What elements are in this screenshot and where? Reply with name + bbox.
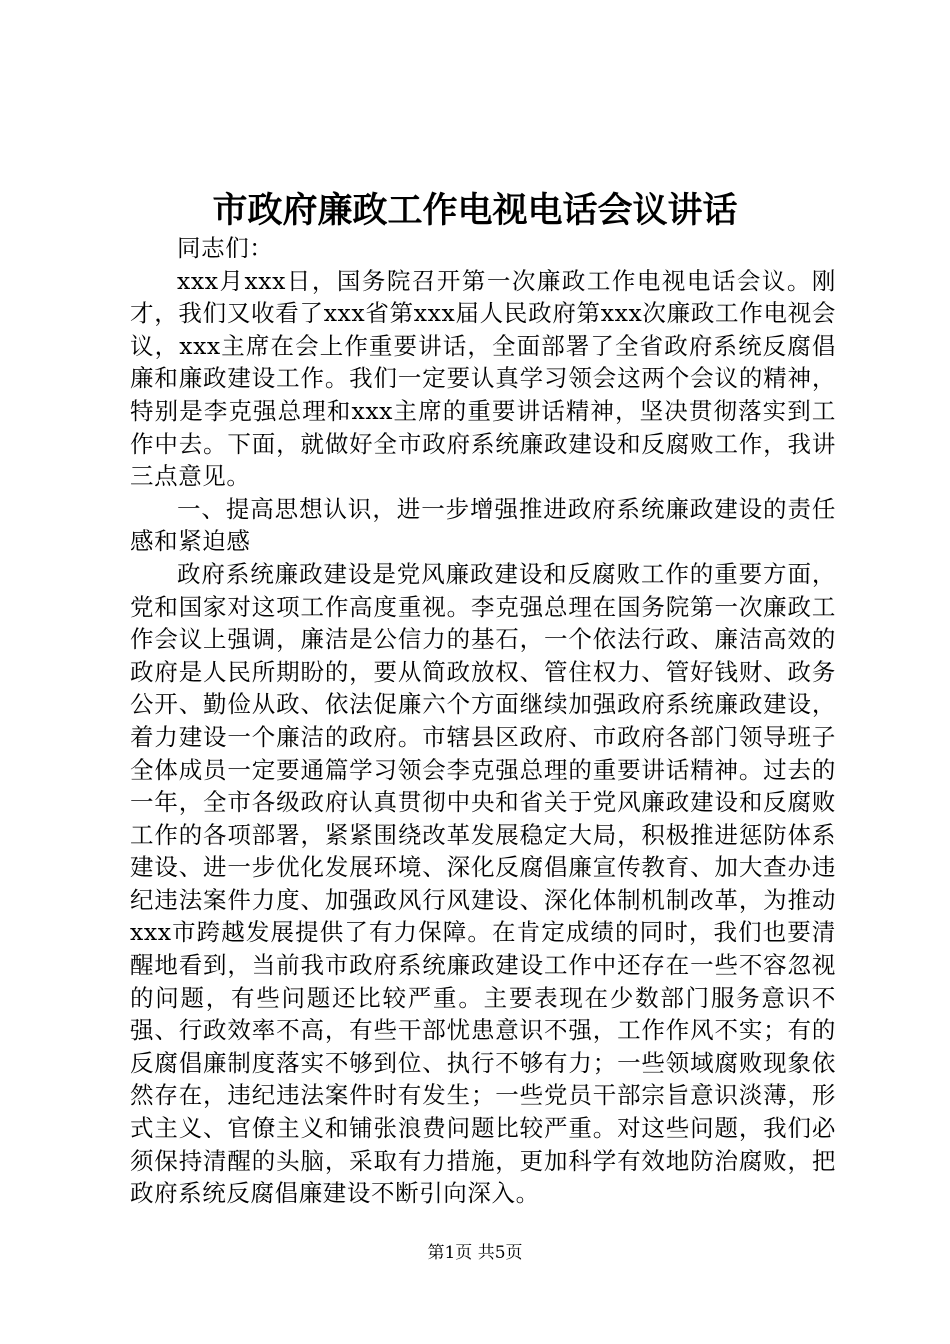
paragraph-section-1: 政府系统廉政建设是党风廉政建设和反腐败工作的重要方面，党和国家对这项工作高度重视。李克强总理在国务院第一次廉政工作会议上强调，廉洁是公信力的基石，一个依法行政、廉洁高效的政府是人民所期盼的，要从简政放权、管住权力、管好钱财、政务公开、勤俭从政、依法促廉六个方面继续加强政府系统廉政建设，着力建设一个廉洁的政府。市辖县区政府、市政府各部门领导班子全体成员一定要通篇学习领会李克强总理的重要讲话精神。过去的一年，全市各级政府认真贯彻中央和省关于党风廉政建设和反腐败工作的各项部署，紧紧围绕改革发展稳定大局，积极推进惩防体系建设、进一步优化发展环境、深化反腐倡廉宣传教育、加大查办违纪违法案件力度、加强政风行风建设、深化体制机制改革，为推动xxx市跨越发展提供了有力保障。在肯定成绩的同时，我们也要清醒地看到，当前我市政府系统廉政建设工作中还存在一些不容忽视的问题，有些问题还比较严重。主要表现在少数部门服务意识不强、行政效率不高，有些干部忧患意识不强，工作作风不实；有的反腐倡廉制度落实不够到位、执行不够有力；一些领域腐败现象依然存在，违纪违法案件时有发生；一些党员干部宗旨意识淡薄，形式主义、官僚主义和铺张浪费问题比较严重。对这些问题，我们必须保持清醒的头脑，采取有力措施，更加科学有效地防治腐败，把政府系统反腐倡廉建设不断引向深入。 — [130, 559, 836, 1208]
document-body — [130, 232, 836, 1210]
document-title: 市政府廉政工作电视电话会议讲话 — [212, 190, 738, 231]
salutation: 同志们： — [177, 234, 274, 262]
page-footer: 第1页 共5页 — [427, 1243, 523, 1263]
paragraph-intro: xxx月xxx日，国务院召开第一次廉政工作电视电话会议。刚才，我们又收看了xxx省第xxx届人民政府第xxx次廉政工作电视会议，xxx主席在会上作重要讲话，全面部署了全省政府系统反腐倡廉和廉政建设工作。我们一定要认真学习领会这两个会议的精神，特别是李克强总理和xxx主席的重要讲话精神，坚决贯彻落实到工作中去。下面，就做好全市政府系统廉政建设和反腐败工作，我讲三点意见。 — [130, 266, 836, 491]
section-heading-1: 一、提高思想认识，进一步增强推进政府系统廉政建设的责任感和紧迫感 — [130, 494, 836, 556]
